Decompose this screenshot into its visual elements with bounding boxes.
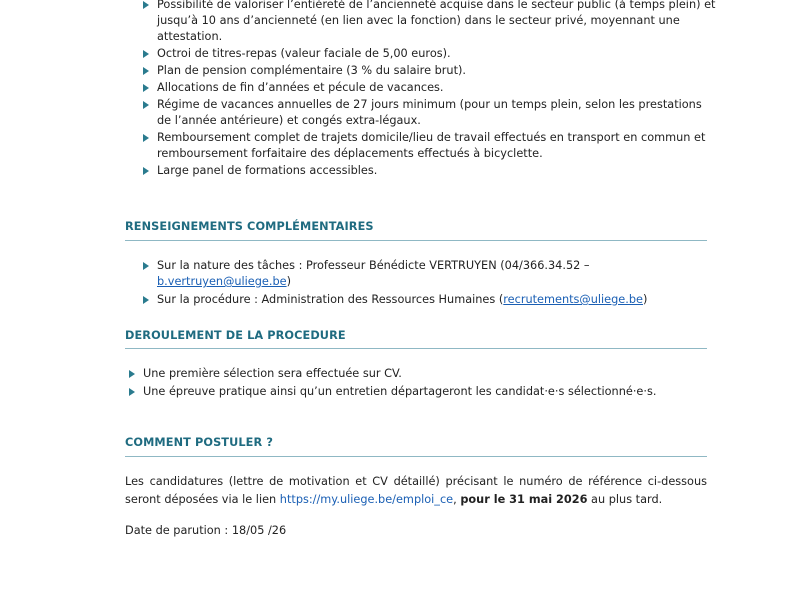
section-divider [125, 456, 707, 457]
bullet-icon [143, 262, 149, 270]
email-link-recrutements[interactable]: recrutements@uliege.be [503, 293, 643, 306]
list-item: Une première sélection sera effectuée sur CV. [143, 366, 703, 382]
section-heading-deroulement: DEROULEMENT DE LA PROCEDURE [125, 329, 346, 342]
section-heading-postuler: COMMENT POSTULER ? [125, 436, 273, 449]
bullet-icon [143, 50, 149, 58]
list-item: Sur la nature des tâches : Professeur Bénédicte VERTRUYEN (04/366.34.52 – b.vertruyen@uliege.be) [157, 258, 717, 290]
deadline-text: pour le 31 mai 2026 [460, 493, 588, 506]
list-item: Régime de vacances annuelles de 27 jours minimum (pour un temps plein, selon les prestations de l’année antérieure) et congés extra-légaux. [157, 97, 717, 129]
bullet-icon [129, 388, 135, 396]
section-heading-renseignements: RENSEIGNEMENTS COMPLÉMENTAIRES [125, 220, 374, 233]
list-item: Octroi de titres-repas (valeur faciale de 5,00 euros). [157, 46, 717, 62]
bullet-icon [143, 134, 149, 142]
bullet-icon [129, 370, 135, 378]
list-item: Remboursement complet de trajets domicile/lieu de travail effectués en transport en commun et remboursement forfaitaire des déplacements effectués à bicyclette. [157, 130, 717, 162]
bullet-icon [143, 167, 149, 175]
publication-date: Date de parution : 18/05 /26 [125, 524, 287, 537]
list-item: Plan de pension complémentaire (3 % du salaire brut). [157, 63, 717, 79]
bullet-icon [143, 101, 149, 109]
section-divider [125, 348, 707, 349]
application-paragraph: Les candidatures (lettre de motivation et CV détaillé) précisant le numéro de référence ci-dessous seront déposées via le lien https://my.uliege.be/emploi_ce, pour le 31 mai 2026 au plus tard. [125, 475, 707, 506]
bullet-icon [143, 296, 149, 304]
application-link[interactable]: https://my.uliege.be/emploi_ce [279, 493, 454, 506]
bullet-icon [143, 67, 149, 75]
email-link-vertruyen[interactable]: b.vertruyen@uliege.be [157, 275, 287, 288]
bullet-icon [143, 84, 149, 92]
renseignements-list [157, 258, 717, 308]
list-item: Une épreuve pratique ainsi qu’un entretien départageront les candidat·e·s sélectionné·e·s. [143, 384, 703, 400]
list-item: Allocations de fin d’années et pécule de vacances. [157, 80, 717, 96]
list-item: Large panel de formations accessibles. [157, 163, 717, 179]
deroulement-list [143, 366, 703, 400]
list-item: Sur la procédure : Administration des Ressources Humaines (recrutements@uliege.be) [157, 292, 717, 308]
list-item: Possibilité de valoriser l’entièreté de l’ancienneté acquise dans le secteur public (à temps plein) et jusqu’à 10 ans d’ancienneté (en lien avec la fonction) dans le secteur privé, moyennant une attestation. [157, 0, 717, 45]
section-divider [125, 240, 707, 241]
bullet-icon [143, 1, 149, 9]
benefits-list [157, 0, 717, 180]
